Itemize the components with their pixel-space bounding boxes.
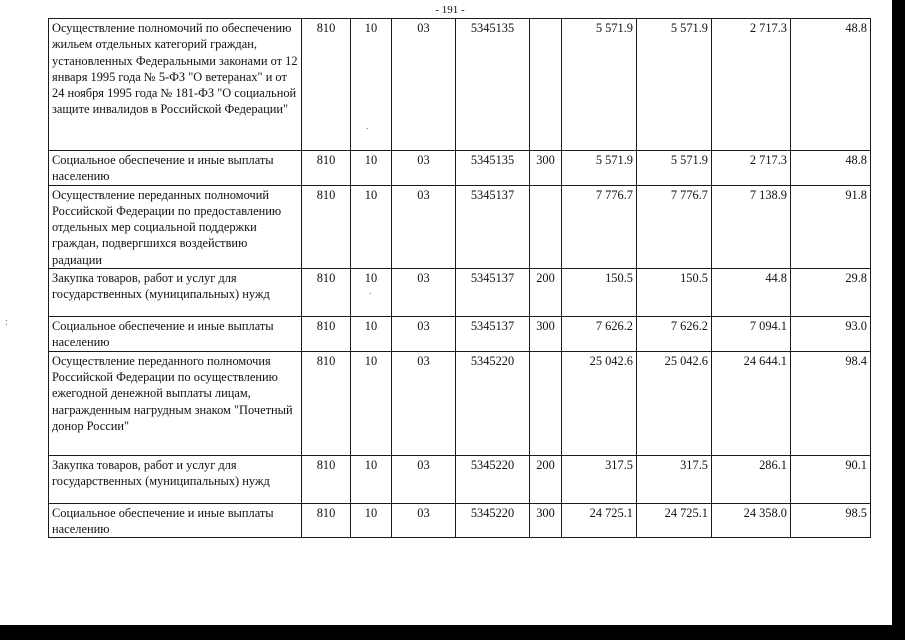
adjusted-plan-cell: 150.5 [637, 269, 712, 317]
percent-cell: 93.0 [791, 317, 871, 352]
actual-amount-cell: 7 138.9 [712, 185, 791, 268]
plan-amount-cell: 7 626.2 [562, 317, 637, 352]
actual-amount-cell: 2 717.3 [712, 151, 791, 186]
adjusted-plan-cell: 25 042.6 [637, 351, 712, 455]
subsection-code-cell: 03 [392, 455, 456, 503]
table-row [49, 185, 871, 268]
row-name-cell: Социальное обеспечение и иные выплаты населению [49, 317, 302, 352]
adjusted-plan-cell: 5 571.9 [637, 19, 712, 151]
section-code-cell: 10 [351, 351, 392, 455]
plan-amount-cell: 150.5 [562, 269, 637, 317]
target-code-cell: 5345220 [456, 351, 530, 455]
table-row [49, 317, 871, 352]
ministry-code-cell: 810 [302, 351, 351, 455]
ministry-code-cell: 810 [302, 185, 351, 268]
expense-type-cell: 300 [530, 503, 562, 538]
subsection-code-cell: 03 [392, 317, 456, 352]
section-code-cell: 10 [351, 151, 392, 186]
target-code-cell: 5345135 [456, 19, 530, 151]
expense-type-cell [530, 351, 562, 455]
subsection-code-cell: 03 [392, 19, 456, 151]
adjusted-plan-cell: 7 776.7 [637, 185, 712, 268]
section-code-cell: 10 [351, 185, 392, 268]
plan-amount-cell: 25 042.6 [562, 351, 637, 455]
expense-type-cell [530, 185, 562, 268]
adjusted-plan-cell: 5 571.9 [637, 151, 712, 186]
row-name-cell: Осуществление полномочий по обеспечению жильем отдельных категорий граждан, установленных Федеральными законами от 12 января 1995 года № 5-ФЗ "О ветеранах" и от 24 ноября 1995 года № 181-ФЗ "О социальной защите инвалидов в Российской Федерации" [49, 19, 302, 151]
plan-amount-cell: 7 776.7 [562, 185, 637, 268]
actual-amount-cell: 7 094.1 [712, 317, 791, 352]
target-code-cell: 5345137 [456, 317, 530, 352]
row-name-cell: Социальное обеспечение и иные выплаты населению [49, 151, 302, 186]
subsection-code-cell: 03 [392, 351, 456, 455]
actual-amount-cell: 44.8 [712, 269, 791, 317]
row-name-cell: Закупка товаров, работ и услуг для государственных (муниципальных) нужд [49, 269, 302, 317]
percent-cell: 48.8 [791, 19, 871, 151]
actual-amount-cell: 286.1 [712, 455, 791, 503]
adjusted-plan-cell: 24 725.1 [637, 503, 712, 538]
expense-type-cell: 300 [530, 151, 562, 186]
adjusted-plan-cell: 7 626.2 [637, 317, 712, 352]
page-number: - 191 - [435, 4, 465, 16]
table-row [49, 19, 871, 151]
percent-cell: 98.4 [791, 351, 871, 455]
expense-type-cell: 300 [530, 317, 562, 352]
actual-amount-cell: 24 358.0 [712, 503, 791, 538]
section-code-cell: 10 [351, 317, 392, 352]
plan-amount-cell: 5 571.9 [562, 19, 637, 151]
actual-amount-cell: 24 644.1 [712, 351, 791, 455]
section-code-cell: 10 [351, 269, 392, 317]
plan-amount-cell: 317.5 [562, 455, 637, 503]
plan-amount-cell: 24 725.1 [562, 503, 637, 538]
target-code-cell: 5345135 [456, 151, 530, 186]
plan-amount-cell: 5 571.9 [562, 151, 637, 186]
target-code-cell: 5345220 [456, 455, 530, 503]
table-row [49, 351, 871, 455]
subsection-code-cell: 03 [392, 269, 456, 317]
actual-amount-cell: 2 717.3 [712, 19, 791, 151]
adjusted-plan-cell: 317.5 [637, 455, 712, 503]
target-code-cell: 5345137 [456, 269, 530, 317]
percent-cell: 48.8 [791, 151, 871, 186]
budget-table [48, 18, 871, 538]
table-row [49, 151, 871, 186]
row-name-cell: Социальное обеспечение и иные выплаты населению [49, 503, 302, 538]
expense-type-cell: 200 [530, 455, 562, 503]
subsection-code-cell: 03 [392, 503, 456, 538]
row-name-cell: Осуществление переданных полномочий Российской Федерации по предоставлению отдельных мер социальной поддержки граждан, подвергшихся воздействию радиации [49, 185, 302, 268]
percent-cell: 98.5 [791, 503, 871, 538]
percent-cell: 91.8 [791, 185, 871, 268]
row-name-cell: Закупка товаров, работ и услуг для государственных (муниципальных) нужд [49, 455, 302, 503]
scan-border-right [892, 0, 905, 640]
subsection-code-cell: 03 [392, 185, 456, 268]
scan-border-bottom [0, 625, 905, 640]
table-body [49, 19, 871, 538]
row-name-cell: Осуществление переданного полномочия Российской Федерации по осуществлению ежегодной денежной выплаты лицам, награжденным нагрудным знаком "Почетный донор России" [49, 351, 302, 455]
table-row [49, 503, 871, 538]
ministry-code-cell: 810 [302, 19, 351, 151]
scan-speck: . [369, 286, 372, 297]
percent-cell: 29.8 [791, 269, 871, 317]
ministry-code-cell: 810 [302, 269, 351, 317]
expense-type-cell [530, 19, 562, 151]
ministry-code-cell: 810 [302, 317, 351, 352]
table-row [49, 455, 871, 503]
target-code-cell: 5345220 [456, 503, 530, 538]
ministry-code-cell: 810 [302, 151, 351, 186]
subsection-code-cell: 03 [392, 151, 456, 186]
section-code-cell: 10 [351, 19, 392, 151]
scan-speck: . [366, 121, 369, 132]
ministry-code-cell: 810 [302, 503, 351, 538]
table-row [49, 269, 871, 317]
expense-type-cell: 200 [530, 269, 562, 317]
section-code-cell: 10 [351, 503, 392, 538]
percent-cell: 90.1 [791, 455, 871, 503]
section-code-cell: 10 [351, 455, 392, 503]
scan-speck: : [5, 317, 8, 328]
target-code-cell: 5345137 [456, 185, 530, 268]
ministry-code-cell: 810 [302, 455, 351, 503]
